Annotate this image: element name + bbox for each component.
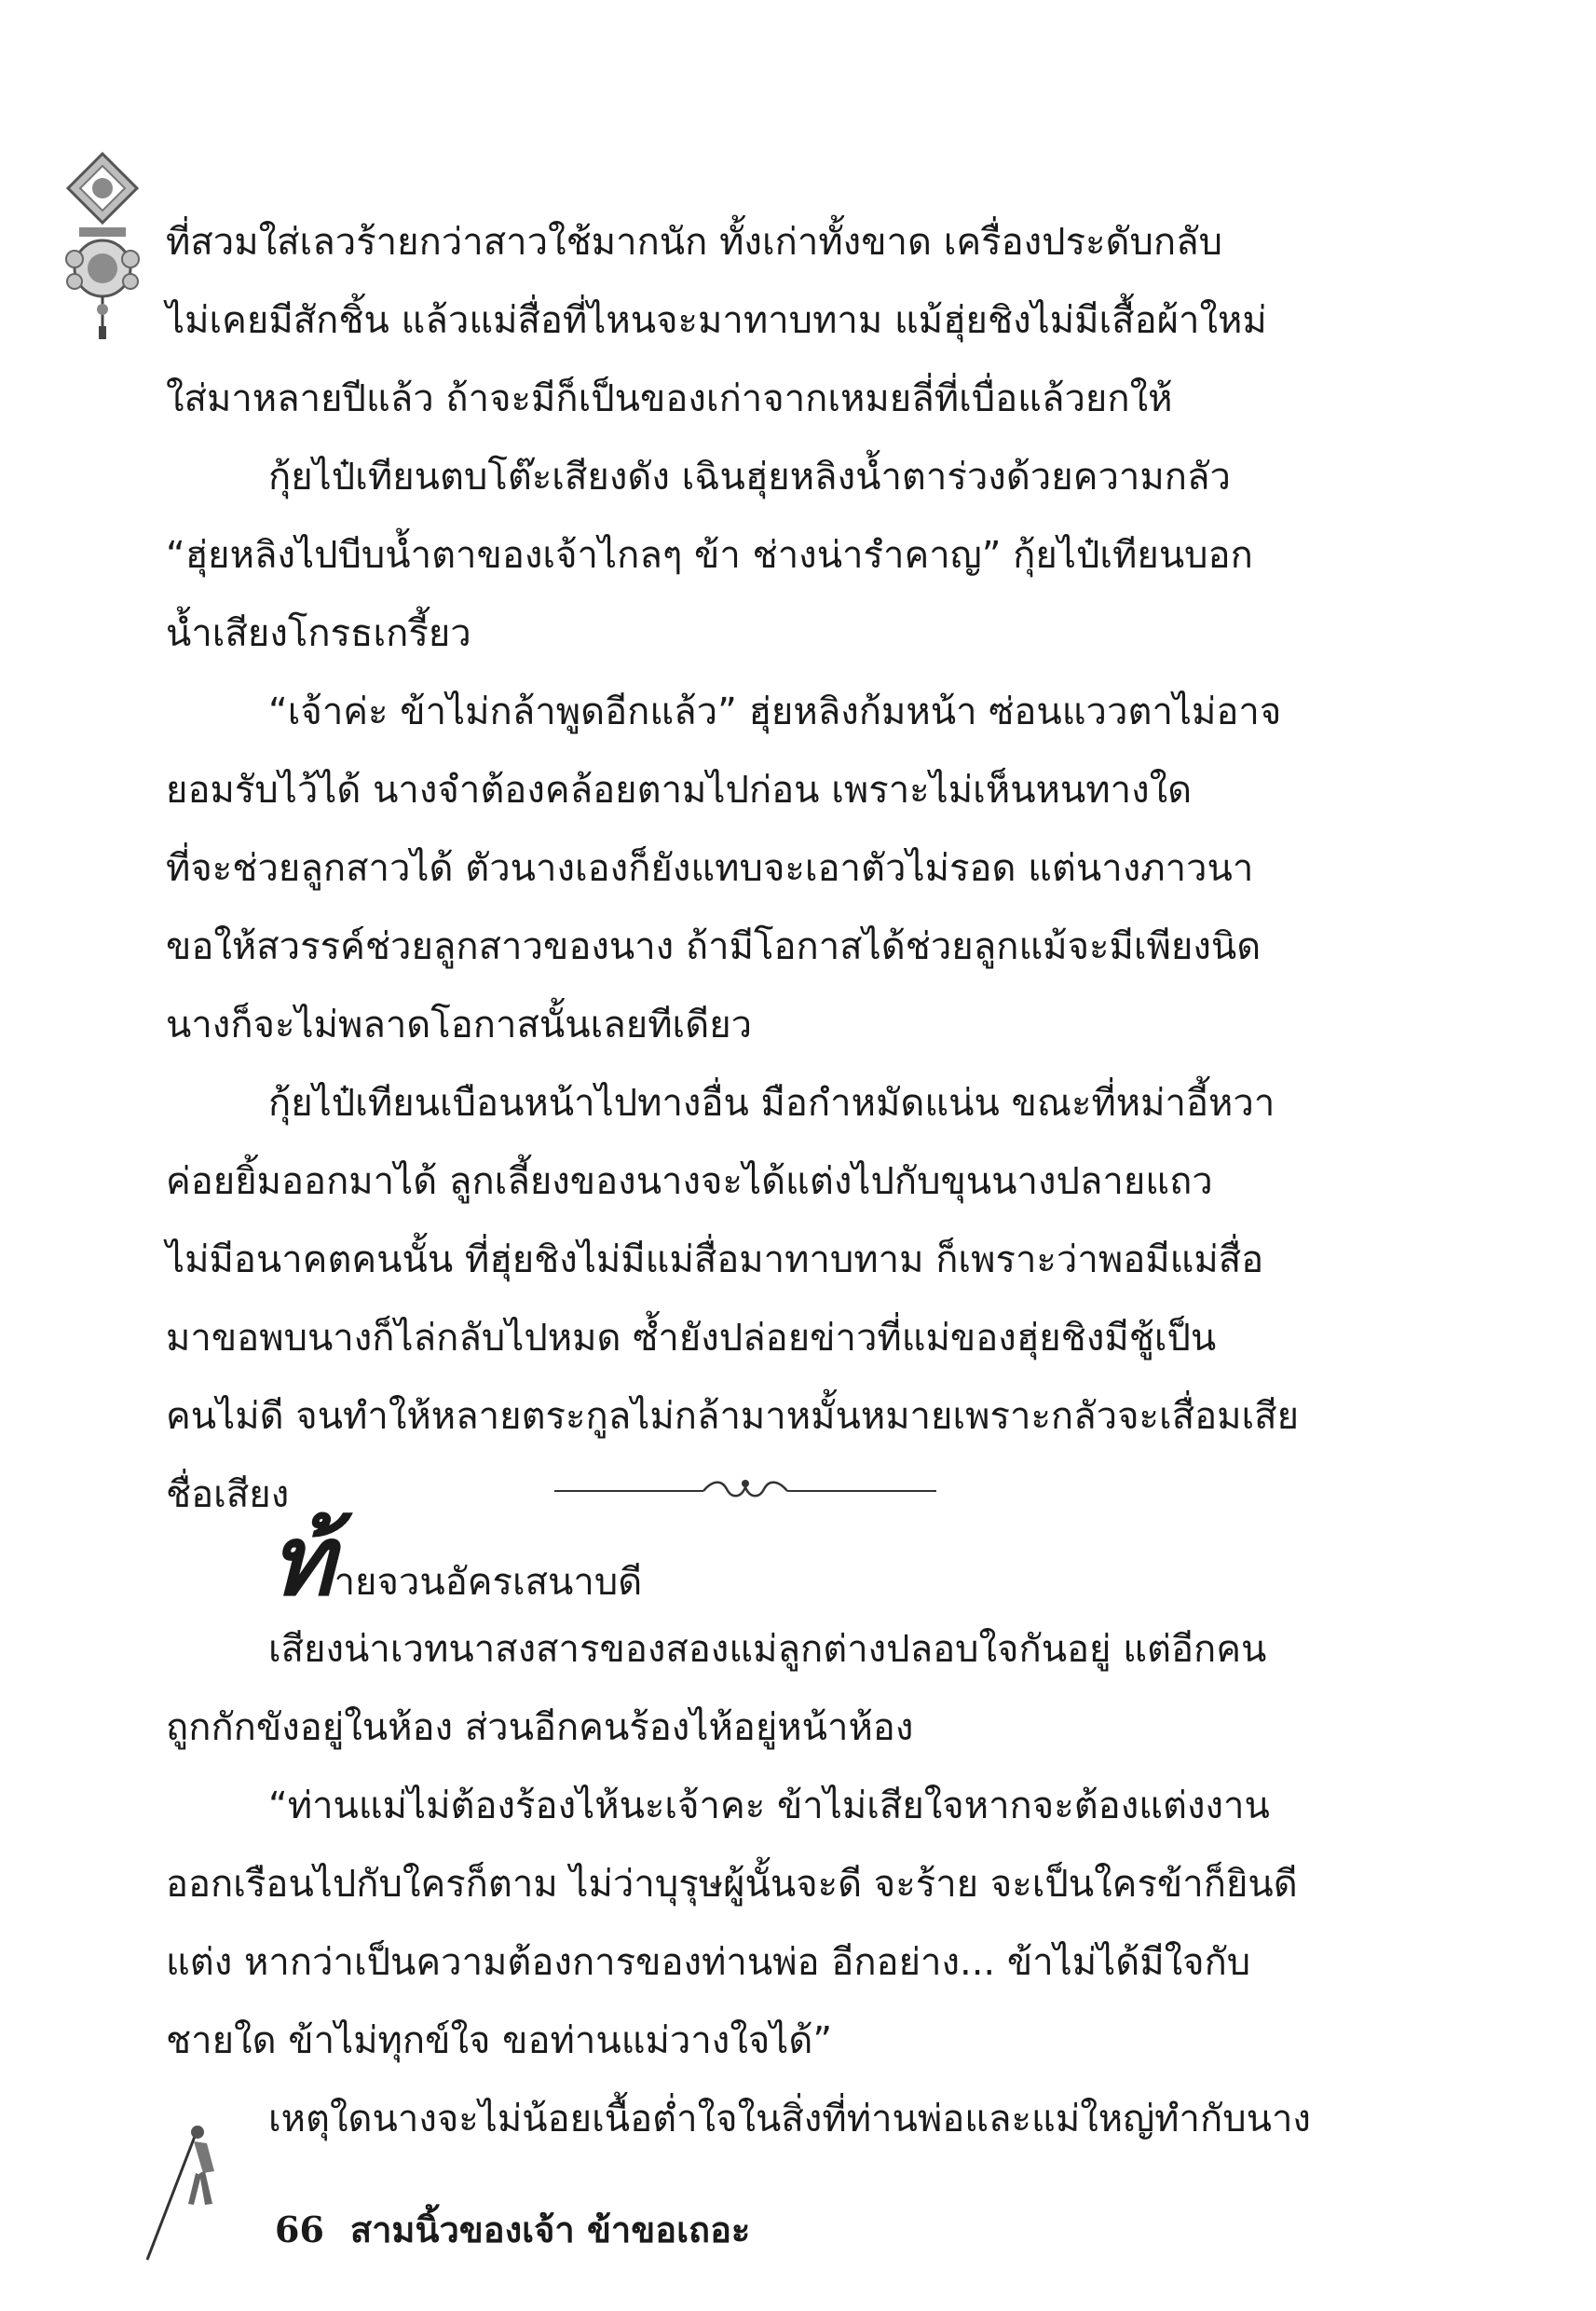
text-line: ที่สวมใส่เลวร้ายกว่าสาวใช้มากนัก ทั้งเก่าทั้งขาด เครื่องประดับกลับ	[166, 221, 1223, 264]
text-line: ออกเรือนไปกับใครก็ตาม ไม่ว่าบุรุษผู้นั้นจะดี จะร้าย จะเป็นใครข้าก็ยินดี	[166, 1863, 1298, 1906]
footer-text	[275, 2201, 750, 2258]
text-line: เสียงน่าเวทนาสงสารของสองแม่ลูกต่างปลอบใจกันอยู่ แต่อีกคน	[268, 1628, 1267, 1671]
body-text-bottom	[166, 1610, 1326, 2158]
text-line: แต่ง หากว่าเป็นความต้องการของท่านพ่อ อีกอย่าง... ข้าไม่ได้มีใจกับ	[166, 1941, 1251, 1984]
text-line: กุ้ยไป๋เทียนตบโต๊ะเสียงดัง เฉินฮุ่ยหลิงน้ำตาร่วงด้วยความกลัว	[268, 456, 1231, 499]
body-text-top	[166, 203, 1326, 1534]
page-footer	[140, 2115, 792, 2264]
text-line: ไม่มีอนาคตคนนั้น ที่ฮุ่ยชิงไม่มีแม่สื่อมาทาบทาม ก็เพราะว่าพอมีแม่สื่อ	[166, 1238, 1264, 1281]
section-heading-text: ายจวนอัครเสนาบดี	[334, 1561, 643, 1604]
text-line: “ฮุ่ยหลิงไปบีบน้ำตาของเจ้าไกลๆ ข้า ช่างน่ารำคาญ” กุ้ยไป๋เทียนบอก	[166, 534, 1253, 577]
text-line: นางก็จะไม่พลาดโอกาสนั้นเลยทีเดียว	[166, 1004, 753, 1046]
text-line: ชื่อเสียง	[166, 1473, 290, 1516]
text-line: น้ำเสียงโกรธเกรี้ยว	[166, 612, 471, 655]
drop-cap: ท้	[270, 1503, 334, 1618]
text-line: “เจ้าค่ะ ข้าไม่กล้าพูดอีกแล้ว” ฮุ่ยหลิงก้มหน้า ซ่อนแววตาไม่อาจ	[268, 691, 1282, 733]
page-number: 66	[275, 2208, 324, 2250]
text-line: กุ้ยไป๋เทียนเบือนหน้าไปทางอื่น มือกำหมัดแน่น ขณะที่หม่าอี้หวา	[268, 1082, 1275, 1125]
section-heading	[270, 1503, 643, 1618]
text-line: เหตุใดนางจะไม่น้อยเนื้อต่ำใจในสิ่งที่ท่านพ่อและแม่ใหญ่ทำกับนาง	[268, 2098, 1311, 2140]
text-line: ค่อยยิ้มออกมาได้ ลูกเลี้ยงของนางจะได้แต่งไปกับขุนนางปลายแถว	[166, 1160, 1213, 1203]
text-line: ไม่เคยมีสักชิ้น แล้วแม่สื่อที่ไหนจะมาทาบทาม แม้ฮุ่ยชิงไม่มีเสื้อผ้าใหม่	[166, 299, 1267, 342]
text-line: ใส่มาหลายปีแล้ว ถ้าจะมีก็เป็นของเก่าจากเหมยลี่ที่เบื่อแล้วยกให้	[166, 377, 1173, 420]
text-line: ขอให้สวรรค์ช่วยลูกสาวของนาง ถ้ามีโอกาสได้ช่วยลูกแม้จะมีเพียงนิด	[166, 925, 1262, 968]
text-line: ที่จะช่วยลูกสาวได้ ตัวนางเองก็ยังแทบจะเอาตัวไม่รอด แต่นางภาวนา	[166, 847, 1254, 890]
sword-figure-icon	[140, 2115, 242, 2264]
text-line: ยอมรับไว้ได้ นางจำต้องคล้อยตามไปก่อน เพราะไม่เห็นหนทางใด	[166, 769, 1193, 812]
text-line: คนไม่ดี จนทำให้หลายตระกูลไม่กล้ามาหมั้นหมายเพราะกลัวจะเสื่อมเสีย	[166, 1395, 1300, 1438]
ornament-divider-icon	[554, 1472, 936, 1510]
book-title: สามนิ้วของเจ้า ข้าขอเถอะ	[349, 2208, 751, 2250]
text-line: มาขอพบนางก็ไล่กลับไปหมด ซ้ำยังปล่อยข่าวที่แม่ของฮุ่ยชิงมีชู้เป็น	[166, 1317, 1217, 1360]
text-line: “ท่านแม่ไม่ต้องร้องไห้นะเจ้าคะ ข้าไม่เสียใจหากจะต้องแต่งงาน	[268, 1785, 1270, 1827]
publisher-logo-icon	[51, 149, 154, 345]
text-line: ถูกกักขังอยู่ในห้อง ส่วนอีกคนร้องไห้อยู่หน้าห้อง	[166, 1706, 914, 1749]
text-line: ชายใด ข้าไม่ทุกข์ใจ ขอท่านแม่วางใจได้”	[166, 2019, 833, 2062]
